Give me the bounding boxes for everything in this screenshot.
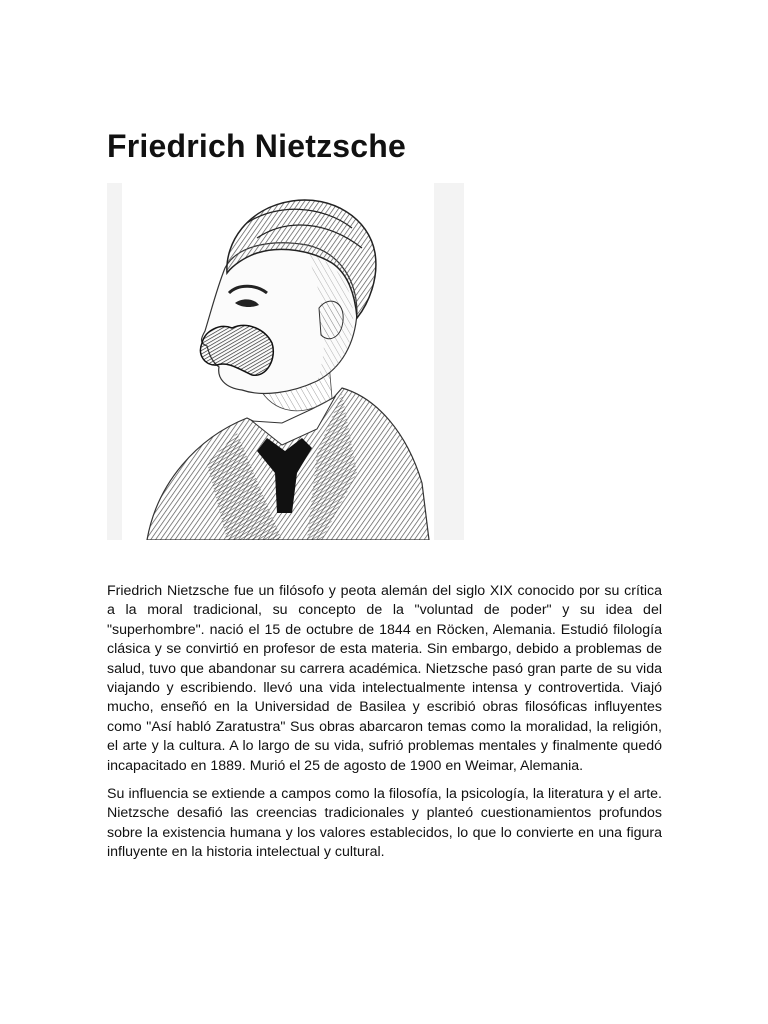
portrait-image (107, 183, 464, 540)
page-title: Friedrich Nietzsche (107, 128, 407, 164)
biography-paragraph-1: Friedrich Nietzsche fue un filósofo y peota alemán del siglo XIX conocido por su crítica a la moral tradicional, su concepto de la "voluntad de poder" y su idea del "superhombre". nació el 15 de octubre de 1844 en Röcken, Alemania. Estudió filología clásica y se convirtió en profesor de esta materia. Sin embargo, debido a problemas de salud, tuvo que abandonar su carrera académica. Nietzsche pasó gran parte de su vida viajando y escribiendo. llevó una vida intelectualmente intensa y controvertida. Viajó mucho, enseñó en la Universidad de Basilea y escribió obras filosóficas influyentes como "Así habló Zaratustra" Sus obras abarcaron temas como la moralidad, la religión, el arte y la cultura. A lo largo de su vida, sufrió problemas mentales y finalmente quedó incapacitado en 1889. Murió el 25 de agosto de 1900 en Weimar, Alemania. (107, 583, 662, 774)
portrait-engraving-icon (107, 183, 464, 540)
biography-paragraph-2: Su influencia se extiende a campos como la filosofía, la psicología, la literatura y el arte. Nietzsche desafió las creencias tradicionales y planteó cuestionamientos profundos sobre la existencia humana y los valores establecidos, lo que lo convierte en una figura influyente en la historia intelectual y cultural. (107, 786, 662, 861)
biography-text (107, 582, 662, 872)
